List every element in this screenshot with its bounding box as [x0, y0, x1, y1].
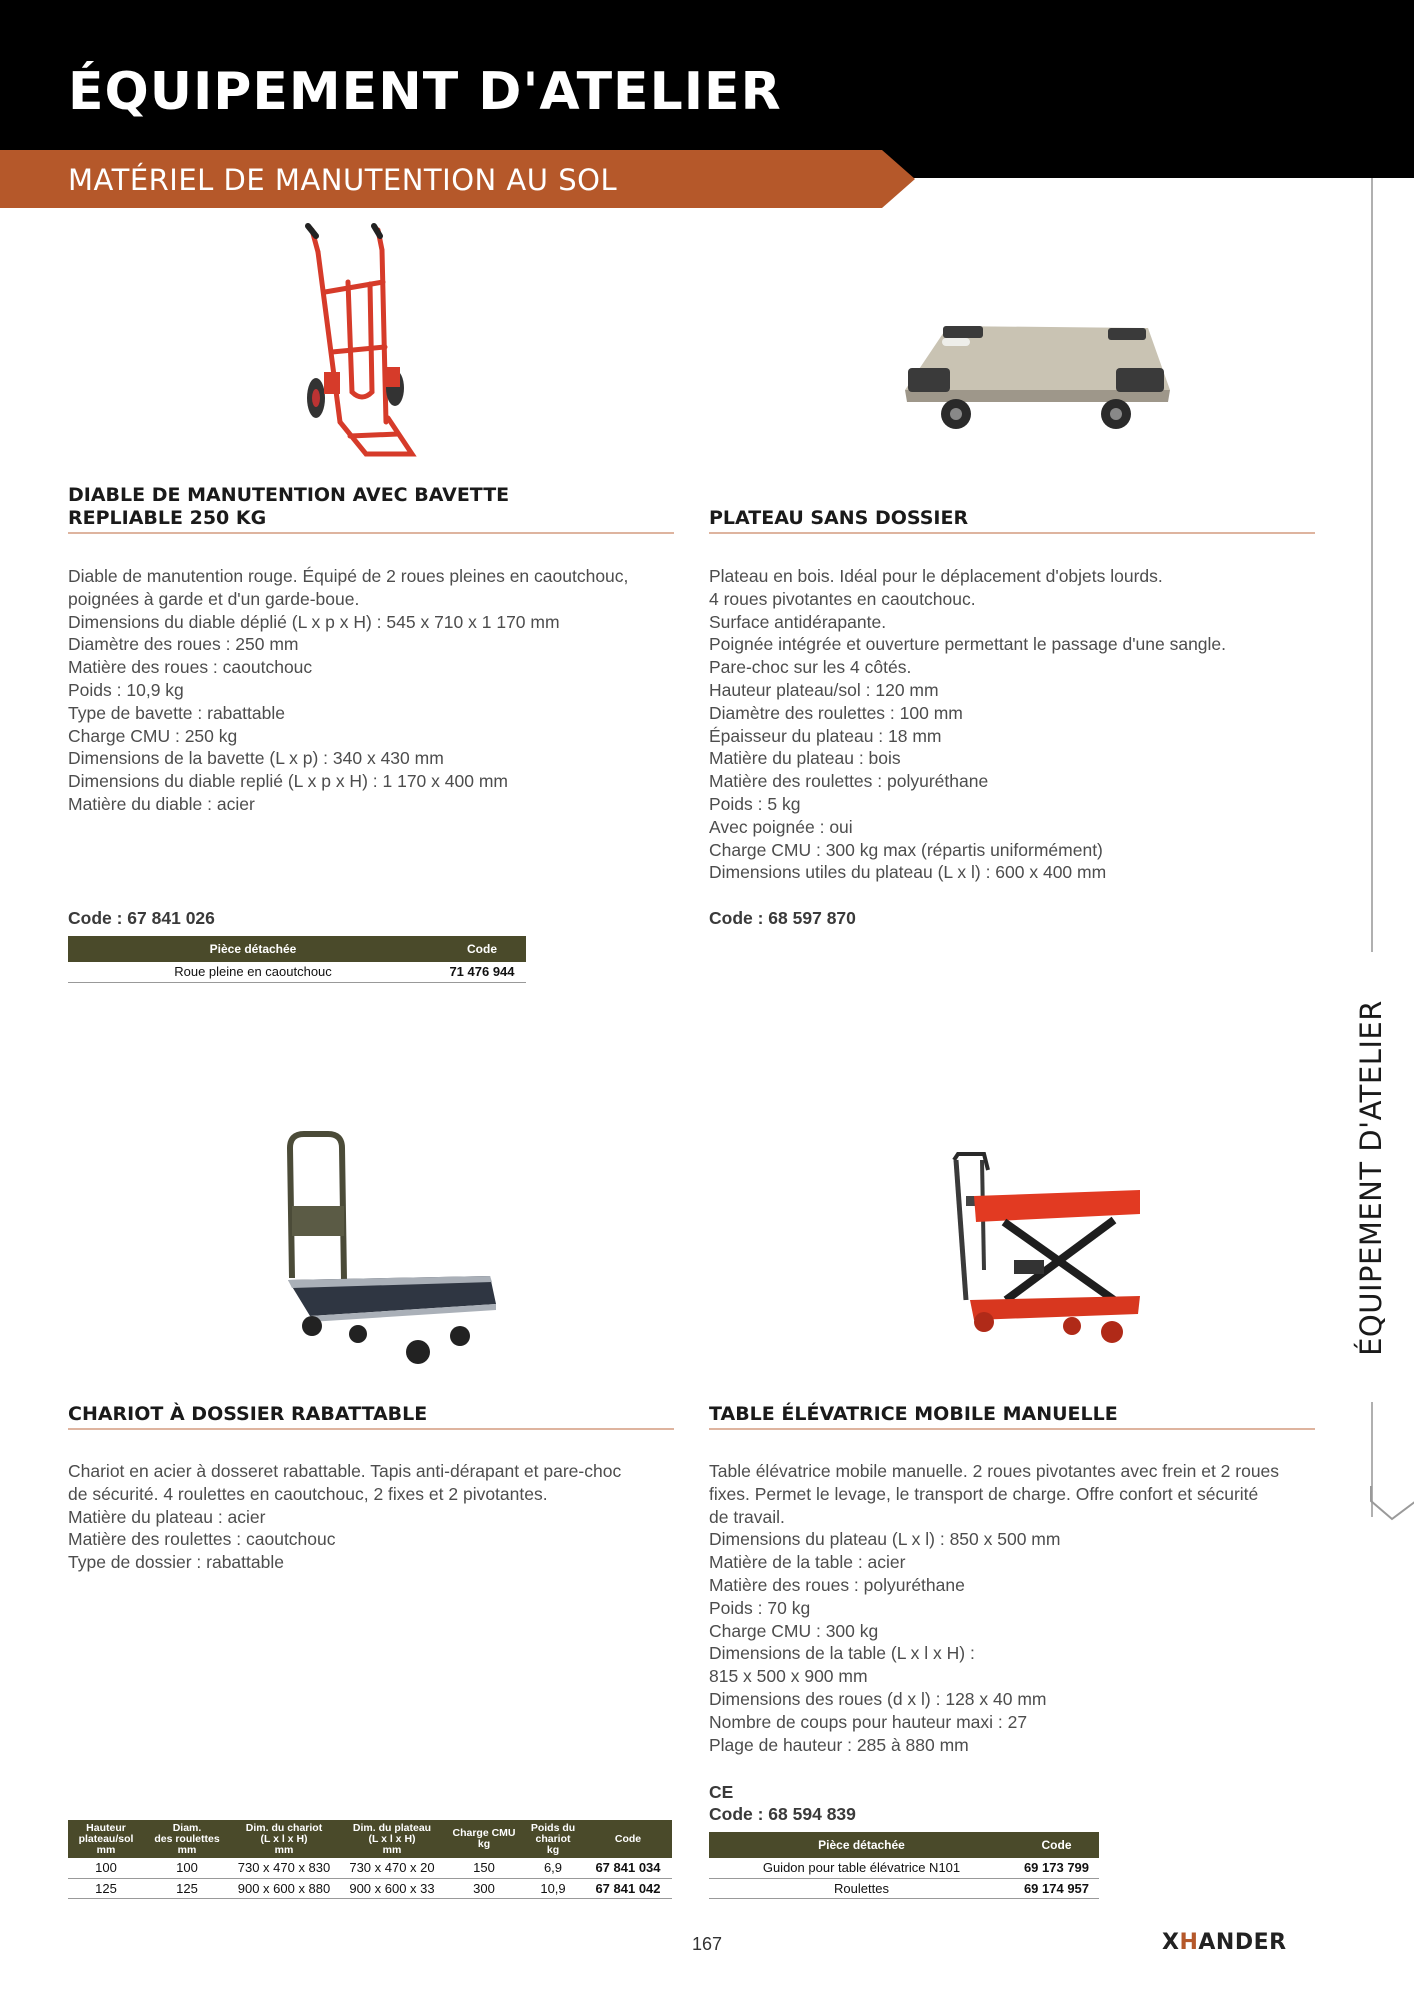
spec-col-trolley-dim: Dim. du chariot (L x l x H) mm [230, 1820, 338, 1858]
spare-parts-table-lift-table [709, 1832, 1099, 1899]
parts-col-code: Code [1014, 1832, 1099, 1858]
lift-table-image [944, 1150, 1144, 1350]
table-row: Roulettes 69 174 957 [709, 1878, 1099, 1898]
title-underline [68, 1428, 674, 1430]
spec-col-weight: Poids du chariot kg [522, 1820, 584, 1858]
spare-parts-table-hand-truck [68, 936, 526, 983]
product-title-trolley: CHARIOT À DOSSIER RABATTABLE [68, 1403, 428, 1425]
folding-trolley-image [270, 1128, 570, 1368]
product-description-trolley: Chariot en acier à dosseret rabattable. Tapis anti-dérapant et pare-choc de sécurité. 4 roulettes en caoutchouc, 2 fixes et 2 pivotantes. Matière du plateau : acier Matière des roulettes : caoutchouc Type de dossier : rabattable [68, 1461, 622, 1573]
spec-col-load: Charge CMU kg [446, 1820, 522, 1858]
section-subtitle: MATÉRIEL DE MANUTENTION AU SOL [68, 163, 618, 197]
spec-col-wheel-diameter: Diam. des roulettes mm [144, 1820, 230, 1858]
product-code-lift-table: Code : 68 594 839 [709, 1804, 856, 1824]
product-description-hand-truck: Diable de manutention rouge. Équipé de 2 roues pleines en caoutchouc, poignées à garde et d'un garde-boue. Dimensions du diable déplié (L x p x H) : 545 x 710 x 1 170 mm Diamètre des roues : 250 mm Matière des roues : caoutchouc Poids : 10,9 kg Type de bavette : rabattable Charge CMU : 250 kg Dimensions de la bavette (L x p) : 340 x 430 mm Dimensions du diable replié (L x p x H) : 1 170 x 400 mm Matière du diable : acier [68, 566, 629, 814]
page-number: 167 [691, 1934, 723, 1954]
side-section-label: ÉQUIPEMENT D'ATELIER [1354, 1000, 1388, 1356]
parts-col-name: Pièce détachée [68, 936, 438, 962]
side-divider-top [1371, 178, 1373, 952]
product-description-platform: Plateau en bois. Idéal pour le déplacement d'objets lourds. 4 roues pivotantes en caoutchouc. Surface antidérapante. Poignée intégrée et ouverture permettant le passage d'une sangle. Pare-choc sur les 4 côtés. Hauteur plateau/sol : 120 mm Diamètre des roulettes : 100 mm Épaisseur du plateau : 18 mm Matière du plateau : bois Matière des roulettes : polyuréthane Poids : 5 kg Avec poignée : oui Charge CMU : 300 kg max (répartis uniformément) Dimensions utiles du plateau (L x l) : 600 x 400 mm [709, 566, 1227, 883]
product-title-platform: PLATEAU SANS DOSSIER [709, 507, 969, 529]
table-row: 100 100 730 x 470 x 830 730 x 470 x 20 150 6,9 67 841 034 [68, 1858, 672, 1878]
product-code-hand-truck: Code : 67 841 026 [68, 908, 215, 928]
table-row: Guidon pour table élévatrice N101 69 173 799 [709, 1858, 1099, 1878]
product-code-platform: Code : 68 597 870 [709, 908, 856, 928]
spec-col-height: Hauteur plateau/sol mm [68, 1820, 144, 1858]
side-arrow-icon [1368, 1485, 1414, 1521]
dolly-platform-image [900, 318, 1170, 433]
parts-col-code: Code [438, 936, 526, 962]
spec-col-code: Code [584, 1820, 672, 1858]
table-row: Roue pleine en caoutchouc 71 476 944 [68, 962, 526, 982]
product-title-hand-truck: DIABLE DE MANUTENTION AVEC BAVETTE REPLIABLE 250 KG [68, 484, 510, 529]
product-title-lift-table: TABLE ÉLÉVATRICE MOBILE MANUELLE [709, 1403, 1118, 1425]
table-row: 125 125 900 x 600 x 880 900 x 600 x 33 300 10,9 67 841 042 [68, 1878, 672, 1898]
trolley-spec-table [68, 1820, 672, 1899]
title-underline [68, 532, 674, 534]
title-underline [709, 1428, 1315, 1430]
title-underline [709, 532, 1315, 534]
ce-mark: CE [709, 1782, 734, 1802]
page-title: ÉQUIPEMENT D'ATELIER [68, 62, 782, 122]
product-description-lift-table: Table élévatrice mobile manuelle. 2 roues pivotantes avec frein et 2 roues fixes. Permet le levage, le transport de charge. Offre confort et sécurité de travail. Dimensions du plateau (L x l) : 850 x 500 mm Matière de la table : acier Matière des roues : polyuréthane Poids : 70 kg Charge CMU : 300 kg Dimensions de la table (L x l x H) : 815 x 500 x 900 mm Dimensions des roues (d x l) : 128 x 40 mm Nombre de coups pour hauteur maxi : 27 Plage de hauteur : 285 à 880 mm [709, 1461, 1280, 1755]
hand-truck-image [290, 222, 440, 462]
brand-logo: XHANDER [1162, 1930, 1287, 1955]
spec-col-plate-dim: Dim. du plateau (L x l x H) mm [338, 1820, 446, 1858]
parts-col-name: Pièce détachée [709, 1832, 1014, 1858]
